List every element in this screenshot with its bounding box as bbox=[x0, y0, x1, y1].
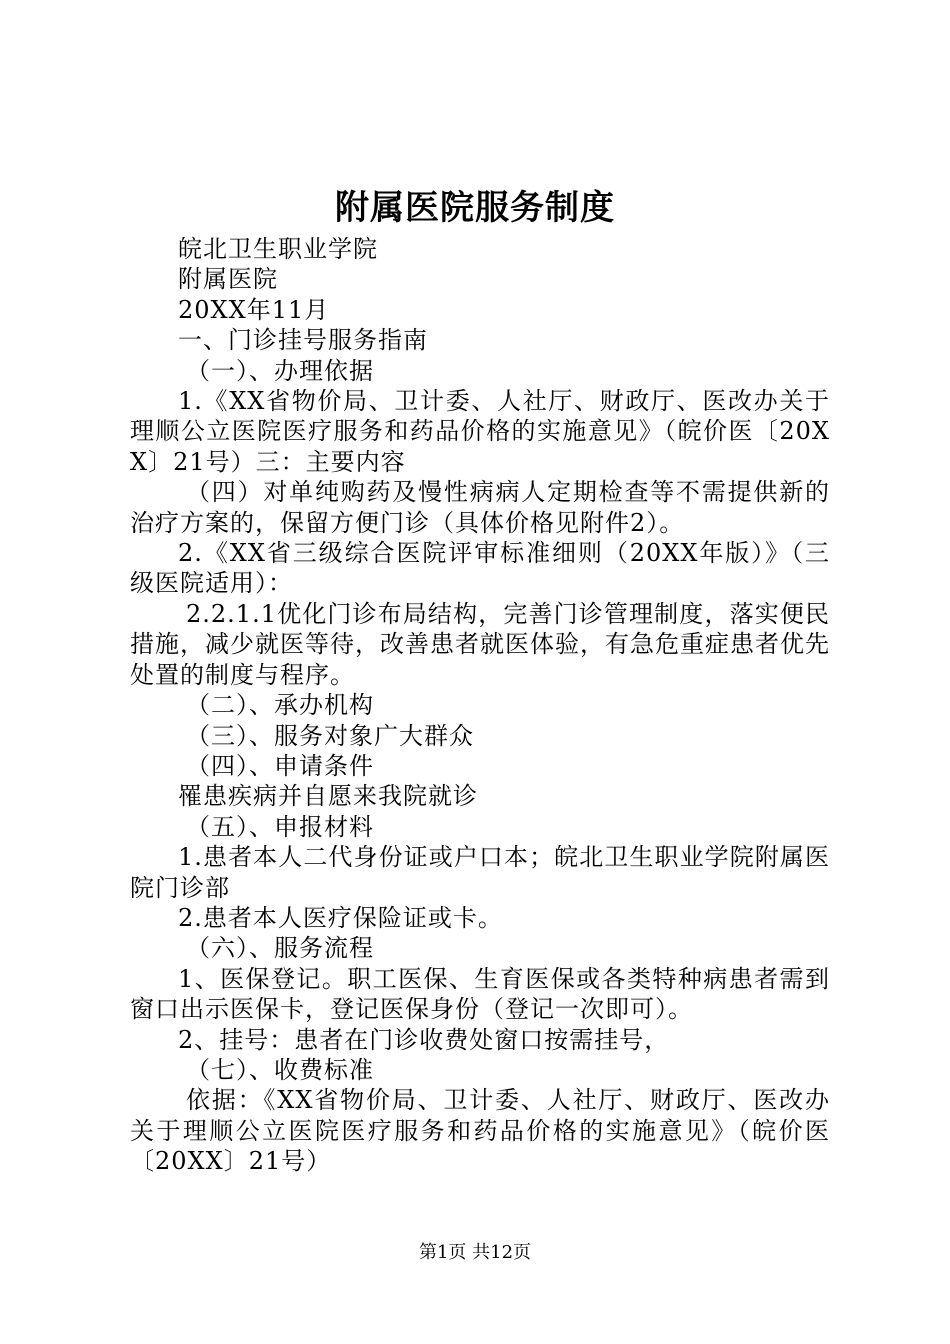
document-body bbox=[130, 234, 830, 1177]
paragraph-basis-2: 2.《XX省三级综合医院评审标准细则（20XX年版）》（三级医院适用）： bbox=[130, 539, 830, 598]
subheading-fees: （七）、收费标准 bbox=[186, 1055, 374, 1084]
paragraph-school-name: 皖北卫生职业学院 bbox=[178, 235, 378, 263]
page-footer: 第1页 共12页 bbox=[418, 1242, 532, 1263]
paragraph-process-1: 1、医保登记。职工医保、生育医保或各类特种病患者需到窗口出示医保卡，登记医保身份（登记一次即可）。 bbox=[130, 964, 830, 1024]
section-heading-outpatient-guide: 一、门诊挂号服务指南 bbox=[178, 326, 428, 355]
subheading-basis: （一）、办理依据 bbox=[186, 356, 374, 385]
paragraph-basis-1: 1.《XX省物价局、卫计委、人社厅、财政厅、医改办关于理顺公立医院医疗服务和药品价格的实施意见》（皖价医〔20XX〕21号）三：主要内容 bbox=[130, 387, 830, 476]
subheading-service-target: （三）、服务对象广大群众 bbox=[186, 721, 474, 750]
subheading-organizer: （二）、承办机构 bbox=[186, 691, 374, 720]
paragraph-date: 20XX年11月 bbox=[178, 295, 330, 324]
subheading-materials: （五）、申报材料 bbox=[186, 812, 374, 841]
paragraph-materials-2: 2.患者本人医疗保险证或卡。 bbox=[178, 903, 503, 932]
paragraph-basis-1-item: （四）对单纯购药及慢性病病人定期检查等不需提供新的治疗方案的，保留方便门诊（具体价格见附件2）。 bbox=[130, 478, 830, 537]
paragraph-hospital-name: 附属医院 bbox=[178, 265, 278, 294]
paragraph-process-2: 2、挂号：患者在门诊收费处窗口按需挂号， bbox=[178, 1025, 670, 1054]
paragraph-materials-1: 1.患者本人二代身份证或户口本；皖北卫生职业学院附属医院门诊部 bbox=[130, 843, 830, 902]
paragraph-conditions: 罹患疾病并自愿来我院就诊 bbox=[178, 782, 478, 811]
paragraph-basis-2-item: 2.2.1.1优化门诊布局结构，完善门诊管理制度，落实便民措施，减少就医等待，改善患者就医体验，有急危重症患者优先处置的制度与程序。 bbox=[130, 599, 830, 689]
document-title: 附属医院服务制度 bbox=[335, 188, 615, 228]
subheading-conditions: （四）、申请条件 bbox=[186, 751, 374, 780]
subheading-process: （六）、服务流程 bbox=[186, 934, 374, 963]
paragraph-fees-basis: 依据：《XX省物价局、卫计委、人社厅、财政厅、医改办关于理顺公立医院医疗服务和药品价格的实施意见》（皖价医〔20XX〕21号） bbox=[130, 1086, 830, 1176]
